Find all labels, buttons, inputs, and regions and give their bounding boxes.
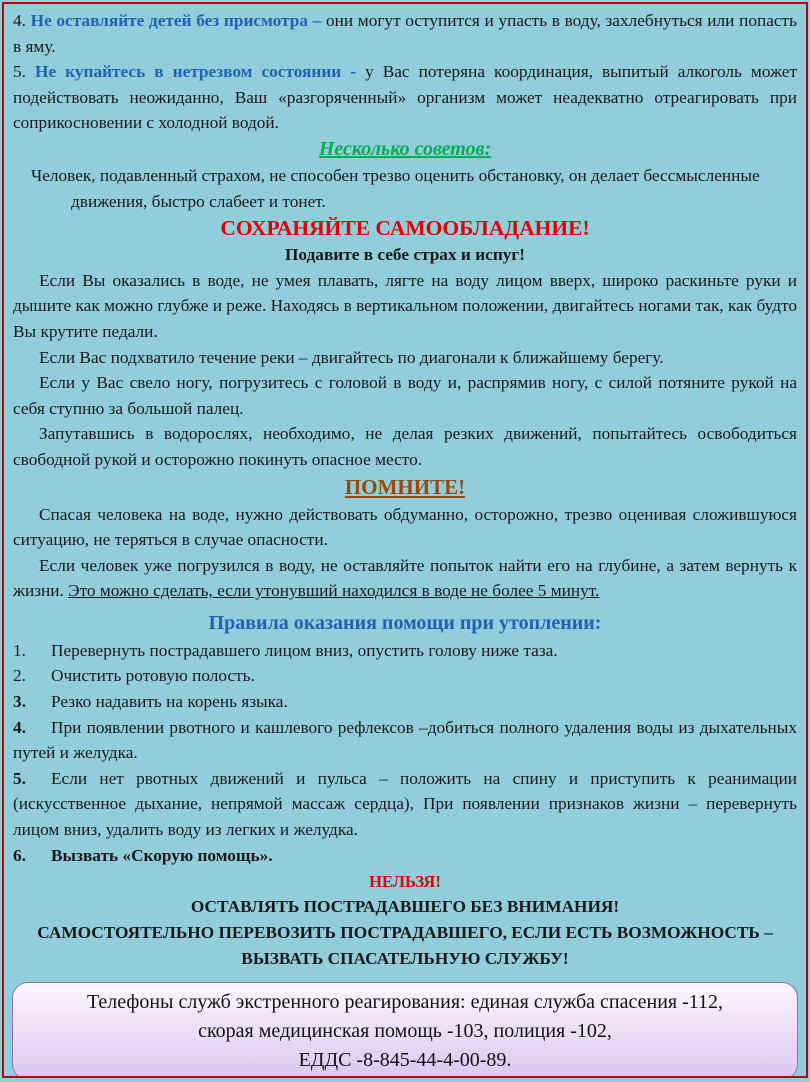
forbidden-line-1: ОСТАВЛЯТЬ ПОСТРАДАВШЕГО БЕЗ ВНИМАНИЯ!: [190, 897, 620, 917]
calm-title: СОХРАНЯЙТЕ САМООБЛАДАНИЕ!: [220, 216, 590, 241]
paragraph-float: Если Вы оказались в воде, не умея плавать, лягте на воду лицом вверх, широко раскиньте руки и дышите как можно глубже и реже. Находясь в вертикальном положении, двигайтесь ногами так, как будто Вы крутите педали.: [13, 270, 797, 341]
paragraph-weeds: Запутавшись в водорослях, необходимо, не делая резких движений, попытайтесь освободиться свободной рукой и осторожно покинуть опасное место.: [13, 424, 797, 469]
rule-number: 1.: [13, 640, 26, 660]
paragraph-cramp: Если у Вас свело ногу, погрузитесь с головой в воду и, распрямив ногу, с силой потяните рукой на себя ступню за большой палец.: [13, 373, 797, 418]
remember-title: ПОМНИТЕ!: [344, 474, 466, 499]
rule-text: Очистить ротовую полость.: [51, 666, 255, 686]
item-4: [13, 8, 797, 59]
advice-text: Человек, подавленный страхом, не способен трезво оценить обстановку, он делает бессмысленные движения, быстро слабеет и тонет.: [31, 165, 760, 211]
item-4-heading: Не оставляйте детей без присмотра –: [30, 11, 322, 30]
item-4-text: они могут оступится и упасть в воду, захлебнуться или попасть в яму.: [13, 11, 797, 56]
emergency-phones-box: [12, 982, 798, 1078]
paragraph-submerged-underlined: Это можно сделать, если утонувший находился в воде не более 5 минут.: [68, 581, 600, 601]
rule-number: 5.: [13, 768, 26, 788]
rule-number: 2.: [13, 666, 26, 686]
forbidden-title: НЕЛЬЗЯ!: [369, 872, 441, 892]
paragraph-submerged-text: Если человек уже погрузился в воду, не оставляйте попыток найти его на глубине, а затем вернуть к жизни.: [13, 555, 797, 601]
rule-text: Резко надавить на корень языка.: [51, 692, 288, 712]
forbidden-line-2: САМОСТОЯТЕЛЬНО ПЕРЕВОЗИТЬ ПОСТРАДАВШЕГО, ЕСЛИ ЕСТЬ ВОЗМОЖНОСТЬ –ВЫЗВАТЬ СПАСАТЕЛЬНУЮ СЛУЖБУ!: [37, 923, 773, 969]
rule-text: Вызвать «Скорую помощь».: [51, 845, 273, 865]
rule-text: Перевернуть пострадавшего лицом вниз, опустить голову ниже таза.: [51, 640, 558, 660]
rules-title: Правила оказания помощи при утоплении:: [208, 611, 602, 634]
rule-item: [13, 663, 797, 689]
item-5-heading: Не купайтесь в нетрезвом состоянии -: [35, 62, 357, 82]
rule-number: 3.: [13, 692, 26, 712]
rule-item: [13, 715, 797, 766]
paragraph-rescue: Спасая человека на воде, нужно действовать обдуманно, осторожно, трезво оценивая сложившуюся ситуацию, не теряться в случае опасности.: [13, 504, 797, 550]
rule-item: [13, 766, 797, 843]
item-5-number: 5.: [13, 62, 26, 82]
paragraph-current: Если Вас подхватило течение реки – двигайтесь по диагонали к ближайшему берегу.: [39, 347, 664, 367]
paragraph-submerged: [13, 553, 797, 604]
item-5: [13, 59, 797, 136]
advice-title: Несколько советов:: [318, 137, 492, 160]
rule-text: При появлении рвотного и кашлевого рефлексов –добиться полного удаления воды из дыхательных путей и желудка.: [13, 717, 797, 763]
rule-number: 6.: [13, 845, 26, 865]
rule-item: [13, 689, 797, 715]
fear-subtitle: Подавите в себе страх и испуг!: [284, 245, 526, 265]
phones-line-3: ЕДДС -8-845-44-4-00-89.: [298, 1048, 512, 1071]
item-4-number: 4.: [13, 11, 26, 30]
rule-item: [13, 638, 797, 664]
rule-item: [13, 843, 797, 869]
item-5-text: у Вас потеряна координация, выпитый алкоголь может подействовать неожиданно, Ваш «разгоряченный» организм может неадекватно отреагировать при соприкосновении с холодной водой.: [13, 62, 798, 133]
rule-number: 4.: [13, 717, 26, 737]
rule-text: Если нет рвотных движений и пульса – положить на спину и приступить к реанимации (искусственное дыхание, непрямой массаж сердца), При появлении признаков жизни – перевернуть лицом вниз, удалить воду из легких и желудка.: [13, 768, 797, 840]
leaflet-page: [2, 2, 808, 1078]
phones-line-2: скорая медицинская помощь -103, полиция -102,: [198, 1019, 612, 1042]
rules-list: [13, 638, 797, 868]
phones-line-1: Телефоны служб экстренного реагирования: единая служба спасения -112,: [86, 990, 724, 1013]
leaflet-content: [4, 4, 806, 972]
